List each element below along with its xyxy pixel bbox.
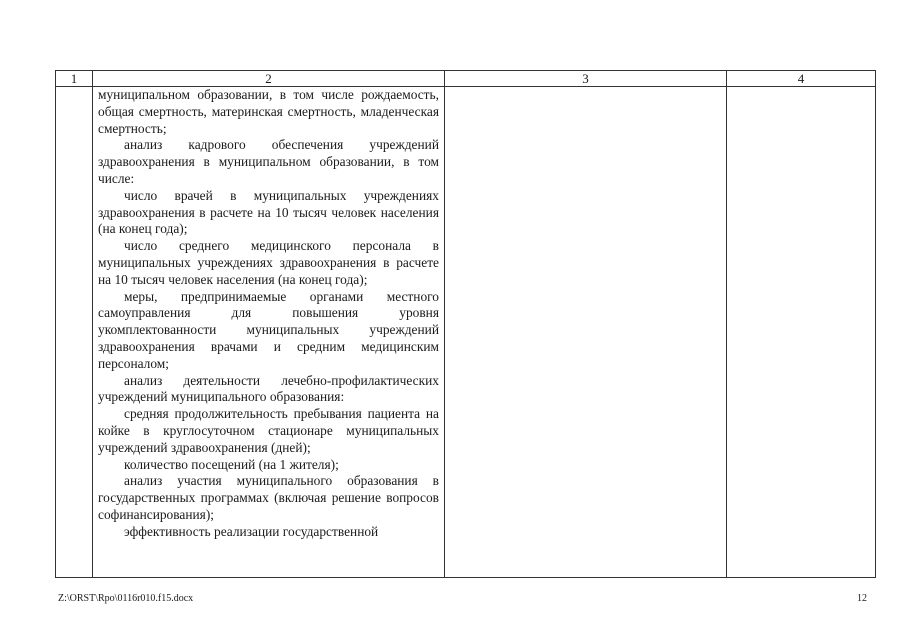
paragraph: меры, предпринимаемые органами местного самоуправления для повышения уровня укомплектованности муниципальных учреждений здравоохранения врачами и средним медицинским персоналом; (98, 288, 439, 371)
paragraph: анализ деятельности лечебно-профилактических учреждений муниципального образования: (98, 372, 439, 405)
column-header-4: 4 (727, 71, 876, 87)
paragraph: количество посещений (на 1 жителя); (124, 456, 339, 472)
paragraph: число среднего медицинского персонала в муниципальных учреждениях здравоохранения в расчете на 10 тысяч человек населения (на конец года); (98, 238, 439, 287)
cell-column-2 (93, 87, 445, 578)
paragraph: средняя продолжительность пребывания пациента на койке в круглосуточном стационаре муниципальных учреждений здравоохранения (дней); (98, 406, 439, 455)
header-row (56, 71, 876, 87)
page-number: 12 (857, 593, 867, 604)
cell-column-4 (727, 87, 876, 578)
paragraph: число врачей в муниципальных учреждениях здравоохранения в расчете на 10 тысяч человек населения (на конец года); (98, 187, 439, 237)
cell-column-1 (56, 87, 93, 578)
cell-column-3 (445, 87, 727, 578)
table-row (56, 87, 876, 578)
column-header-2: 2 (93, 71, 445, 87)
column-header-3: 3 (445, 71, 727, 87)
paragraph: эффективность реализации государственной (124, 523, 379, 539)
column-header-1: 1 (56, 71, 93, 87)
document-table (55, 70, 876, 578)
paragraph: анализ кадрового обеспечения учреждений здравоохранения в муниципальном образовании, в том числе: (98, 137, 439, 186)
cell-text (93, 87, 444, 577)
paragraph: муниципальном образовании, в том числе рождаемость, общая смертность, материнская смертность, младенческая смертность; (98, 87, 439, 136)
footer-file-path: Z:\ORST\Rpo\0116r010.f15.docx (58, 593, 194, 604)
paragraph: анализ участия муниципального образования в государственных программах (включая решение вопросов софинансирования); (98, 473, 439, 522)
